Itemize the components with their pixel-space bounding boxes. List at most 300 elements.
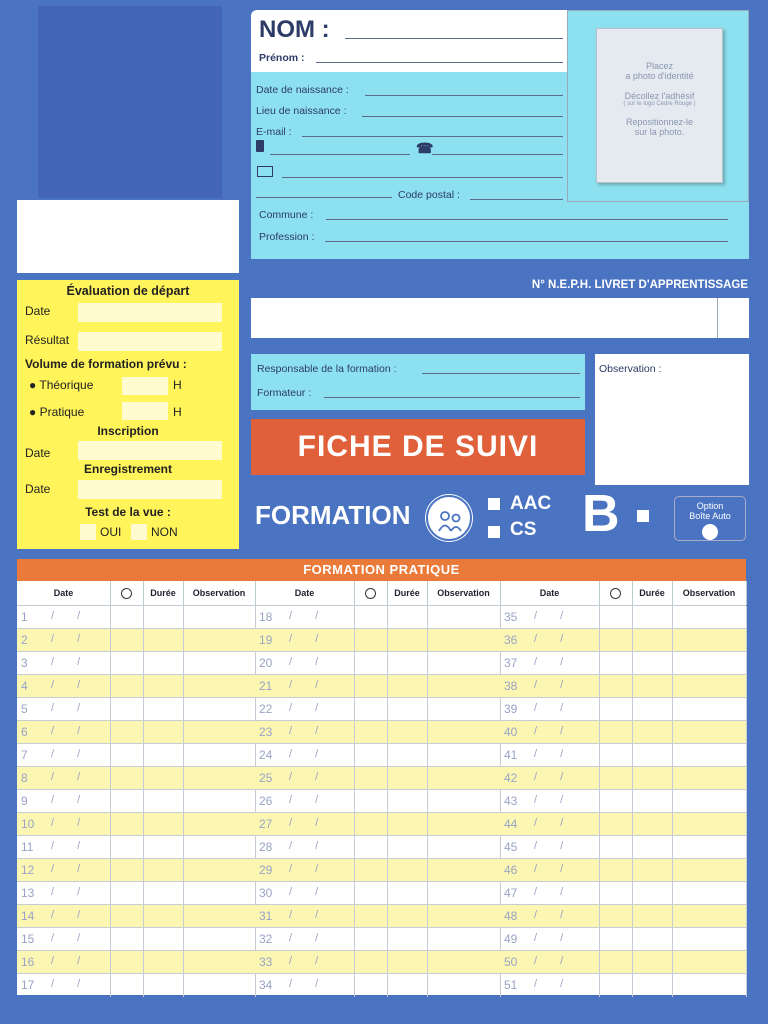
date-cell[interactable] [17,836,111,859]
duree-cell[interactable] [143,859,184,882]
date-cell[interactable] [17,721,111,744]
time-cell[interactable] [354,652,388,675]
clock-icon [610,588,621,599]
time-cell[interactable] [110,767,144,790]
table-row[interactable] [255,743,500,767]
table-row[interactable] [255,720,500,744]
duree-cell[interactable] [143,951,184,974]
vue-oui-label: OUI [100,525,122,539]
time-cell[interactable] [354,698,388,721]
date-cell[interactable] [17,859,111,882]
duree-cell[interactable] [387,606,428,629]
profession-line[interactable] [325,241,728,242]
time-cell[interactable] [110,882,144,905]
time-cell[interactable] [354,606,388,629]
time-cell[interactable] [599,744,633,767]
date-separators: / / [289,863,329,875]
code-postal-line[interactable] [470,199,563,200]
date-cell[interactable] [500,744,600,767]
date-cell[interactable] [17,698,111,721]
observation-cell[interactable] [427,698,501,721]
observation-cell[interactable] [672,767,747,790]
table-row[interactable] [255,674,500,698]
duree-cell[interactable] [632,974,673,997]
observation-cell[interactable] [672,675,747,698]
time-cell[interactable] [110,790,144,813]
time-cell[interactable] [110,698,144,721]
time-cell[interactable] [599,767,633,790]
time-cell[interactable] [354,928,388,951]
date-cell[interactable] [500,606,600,629]
time-cell[interactable] [599,629,633,652]
time-cell[interactable] [599,882,633,905]
row-number: 38 [504,679,518,693]
eval-date-field[interactable] [78,303,222,322]
table-row[interactable] [17,858,255,882]
observation-cell[interactable] [183,721,256,744]
date-cell[interactable] [17,744,111,767]
observation-cell[interactable] [183,813,256,836]
date-cell[interactable] [255,675,355,698]
observation-cell[interactable] [672,790,747,813]
date-cell[interactable] [255,882,355,905]
observation-cell[interactable] [183,698,256,721]
table-row[interactable] [17,674,255,698]
observation-cell[interactable] [427,606,501,629]
date-cell[interactable] [500,629,600,652]
date-cell[interactable] [500,928,600,951]
time-cell[interactable] [110,744,144,767]
option-toggle[interactable] [702,524,718,540]
observation-cell[interactable] [427,790,501,813]
duree-cell[interactable] [632,905,673,928]
table-row[interactable] [255,812,500,836]
observation-cell[interactable] [183,767,256,790]
date-cell[interactable] [255,698,355,721]
duree-cell[interactable] [387,675,428,698]
observation-cell[interactable] [427,882,501,905]
date-cell[interactable] [500,652,600,675]
vue-non-label: NON [151,525,178,539]
date-cell[interactable] [500,951,600,974]
observation-cell[interactable] [672,905,747,928]
table-row[interactable] [17,950,255,974]
row-number: 51 [504,978,518,992]
time-cell[interactable] [599,836,633,859]
table-row[interactable] [17,927,255,951]
table-row[interactable] [500,605,746,629]
date-cell[interactable] [17,652,111,675]
date-cell[interactable] [255,721,355,744]
observation-cell[interactable] [183,652,256,675]
duree-cell[interactable] [143,767,184,790]
prenom-line[interactable] [316,62,563,63]
observation-cell[interactable] [672,882,747,905]
duree-cell[interactable] [143,675,184,698]
duree-cell[interactable] [143,629,184,652]
table-row[interactable] [255,766,500,790]
naissance-lieu-line[interactable] [362,116,563,117]
time-cell[interactable] [599,928,633,951]
table-row[interactable] [500,881,746,905]
inscription-date-field[interactable] [78,441,222,460]
time-cell[interactable] [599,675,633,698]
observation-cell[interactable] [183,675,256,698]
observation-cell[interactable] [183,974,256,997]
time-cell[interactable] [110,813,144,836]
date-cell[interactable] [17,767,111,790]
time-cell[interactable] [599,652,633,675]
date-cell[interactable] [255,951,355,974]
observation-cell[interactable] [672,928,747,951]
duree-cell[interactable] [143,905,184,928]
duree-cell[interactable] [143,790,184,813]
observation-cell[interactable] [427,744,501,767]
row-number: 32 [259,932,273,946]
commune-line[interactable] [326,219,728,220]
time-cell[interactable] [110,606,144,629]
date-cell[interactable] [17,882,111,905]
time-cell[interactable] [110,928,144,951]
observation-cell[interactable] [183,951,256,974]
eval-resultat-field[interactable] [78,332,222,351]
duree-cell[interactable] [143,652,184,675]
date-cell[interactable] [255,629,355,652]
observation-cell[interactable] [427,813,501,836]
duree-cell[interactable] [143,744,184,767]
observation-cell[interactable] [672,698,747,721]
nom-line[interactable] [345,38,563,39]
time-cell[interactable] [599,951,633,974]
table-row[interactable] [17,720,255,744]
time-cell[interactable] [110,675,144,698]
date-cell[interactable] [500,675,600,698]
date-cell[interactable] [17,905,111,928]
inscription-title: Inscription [97,424,159,438]
date-cell[interactable] [500,790,600,813]
vue-oui-checkbox[interactable] [80,524,96,540]
date-cell[interactable] [255,928,355,951]
duree-cell[interactable] [632,951,673,974]
row-number: 34 [259,978,273,992]
time-cell[interactable] [354,974,388,997]
date-cell[interactable] [500,698,600,721]
neph-cell [517,298,552,338]
observation-cell[interactable] [672,859,747,882]
table-row[interactable] [17,628,255,652]
time-cell[interactable] [599,698,633,721]
date-cell[interactable] [255,836,355,859]
observation-cell[interactable] [183,836,256,859]
observation-cell[interactable] [427,675,501,698]
table-row[interactable] [500,973,746,997]
naissance-date-line[interactable] [365,95,563,96]
date-cell[interactable] [17,813,111,836]
row-number: 31 [259,909,273,923]
date-separators: / / [289,702,329,714]
duree-cell[interactable] [143,882,184,905]
time-cell[interactable] [599,790,633,813]
time-cell[interactable] [110,974,144,997]
table-row[interactable] [500,674,746,698]
table-row[interactable] [255,697,500,721]
observation-cell[interactable] [672,629,747,652]
table-row[interactable] [500,697,746,721]
date-cell[interactable] [255,790,355,813]
date-cell[interactable] [500,767,600,790]
duree-cell[interactable] [387,652,428,675]
observation-cell[interactable] [427,859,501,882]
date-cell[interactable] [255,905,355,928]
clock-col-header [110,581,144,605]
observation-cell[interactable] [427,928,501,951]
time-cell[interactable] [354,629,388,652]
landline-phone-line[interactable] [432,154,563,155]
option-boite-auto[interactable] [674,496,746,541]
duree-cell[interactable] [387,882,428,905]
table-row[interactable] [500,628,746,652]
date-cell[interactable] [500,882,600,905]
table-row[interactable] [17,651,255,675]
time-cell[interactable] [354,882,388,905]
observation-cell[interactable] [427,974,501,997]
duree-cell[interactable] [387,629,428,652]
theorique-hours-field[interactable] [122,377,168,395]
duree-cell[interactable] [387,974,428,997]
date-cell[interactable] [255,974,355,997]
table-row[interactable] [255,904,500,928]
time-cell[interactable] [599,859,633,882]
time-cell[interactable] [599,813,633,836]
table-row[interactable] [255,628,500,652]
time-cell[interactable] [110,905,144,928]
formateur-line[interactable] [324,397,580,398]
date-cell[interactable] [17,790,111,813]
time-cell[interactable] [354,951,388,974]
observation-cell[interactable] [427,836,501,859]
photo-placeholder[interactable] [596,28,723,183]
date-cell[interactable] [255,606,355,629]
table-row[interactable] [500,858,746,882]
date-cell[interactable] [17,928,111,951]
table-row[interactable] [500,927,746,951]
table-row[interactable] [255,927,500,951]
observation-cell[interactable] [427,721,501,744]
duree-cell[interactable] [143,721,184,744]
duree-cell[interactable] [632,675,673,698]
time-cell[interactable] [110,652,144,675]
observation-cell[interactable] [427,629,501,652]
time-cell[interactable] [354,790,388,813]
time-cell[interactable] [110,629,144,652]
date-cell[interactable] [500,721,600,744]
duree-cell[interactable] [387,836,428,859]
time-cell[interactable] [599,905,633,928]
table-row[interactable] [17,789,255,813]
duree-cell[interactable] [632,744,673,767]
duree-cell[interactable] [632,928,673,951]
date-cell[interactable] [500,836,600,859]
time-cell[interactable] [354,836,388,859]
table-row[interactable] [500,904,746,928]
duree-cell[interactable] [632,698,673,721]
cs-checkbox[interactable] [488,526,500,538]
date-separators: / / [289,955,329,967]
address-line-1[interactable] [282,177,563,178]
date-cell[interactable] [500,813,600,836]
date-cell[interactable] [500,974,600,997]
time-cell[interactable] [354,859,388,882]
date-cell[interactable] [255,652,355,675]
mobile-phone-line[interactable] [270,154,410,155]
observation-cell[interactable] [672,721,747,744]
date-cell[interactable] [255,767,355,790]
pratique-hours-field[interactable] [122,402,168,420]
table-row[interactable] [500,950,746,974]
time-cell[interactable] [110,721,144,744]
responsable-line[interactable] [422,373,580,374]
date-cell[interactable] [17,629,111,652]
duree-cell[interactable] [632,606,673,629]
table-row[interactable] [500,766,746,790]
table-row[interactable] [500,812,746,836]
duree-cell[interactable] [143,974,184,997]
observation-cell[interactable] [672,606,747,629]
date-cell[interactable] [17,675,111,698]
observation-cell[interactable] [672,951,747,974]
duree-cell[interactable] [632,859,673,882]
time-cell[interactable] [110,859,144,882]
table-row[interactable] [255,950,500,974]
time-cell[interactable] [354,675,388,698]
observation-cell[interactable] [427,951,501,974]
table-row[interactable] [255,973,500,997]
nom-label: NOM : [259,16,330,43]
duree-cell[interactable] [143,606,184,629]
duree-cell[interactable] [143,813,184,836]
permis-checkbox[interactable] [637,510,649,522]
duree-cell[interactable] [387,813,428,836]
observation-cell[interactable] [672,652,747,675]
duree-cell[interactable] [387,951,428,974]
time-cell[interactable] [110,836,144,859]
time-cell[interactable] [354,905,388,928]
table-row[interactable] [500,720,746,744]
duree-cell[interactable] [387,859,428,882]
table-row[interactable] [17,835,255,859]
time-cell[interactable] [354,813,388,836]
email-line[interactable] [302,136,563,137]
table-row[interactable] [17,904,255,928]
table-row[interactable] [17,812,255,836]
time-cell[interactable] [599,606,633,629]
observation-cell[interactable] [183,882,256,905]
duree-cell[interactable] [387,698,428,721]
observation-cell[interactable] [183,606,256,629]
time-cell[interactable] [599,974,633,997]
time-cell[interactable] [354,744,388,767]
enregistrement-date-field[interactable] [78,480,222,499]
time-cell[interactable] [354,721,388,744]
date-cell[interactable] [255,859,355,882]
date-cell[interactable] [255,744,355,767]
observation-cell[interactable] [183,905,256,928]
vue-non-checkbox[interactable] [131,524,147,540]
duree-cell[interactable] [387,928,428,951]
address-line-2[interactable] [256,197,392,198]
duree-cell[interactable] [387,790,428,813]
duree-cell[interactable] [387,905,428,928]
time-cell[interactable] [354,767,388,790]
duree-cell[interactable] [387,744,428,767]
duree-cell[interactable] [632,721,673,744]
observation-cell[interactable] [672,974,747,997]
table-row[interactable] [17,881,255,905]
observation-cell[interactable] [672,836,747,859]
observation-cell[interactable] [427,905,501,928]
table-row[interactable] [17,743,255,767]
duree-cell[interactable] [632,652,673,675]
table-row[interactable] [255,605,500,629]
table-row[interactable] [255,835,500,859]
table-row[interactable] [17,973,255,997]
duree-cell[interactable] [387,721,428,744]
observation-cell[interactable] [672,744,747,767]
table-row[interactable] [17,697,255,721]
table-row[interactable] [255,651,500,675]
observation-cell[interactable] [672,813,747,836]
time-cell[interactable] [599,721,633,744]
table-row[interactable] [17,766,255,790]
table-row[interactable] [500,835,746,859]
duree-cell[interactable] [632,767,673,790]
date-cell[interactable] [17,606,111,629]
duree-cell[interactable] [632,882,673,905]
date-cell[interactable] [17,951,111,974]
duree-cell[interactable] [143,928,184,951]
duree-cell[interactable] [632,790,673,813]
aac-checkbox[interactable] [488,498,500,510]
observation-cell[interactable] [427,652,501,675]
table-row[interactable] [500,743,746,767]
date-cell[interactable] [255,813,355,836]
observation-cell[interactable] [183,859,256,882]
table-row[interactable] [500,651,746,675]
table-row[interactable] [17,605,255,629]
table-row[interactable] [500,789,746,813]
observation-cell[interactable] [183,790,256,813]
observation-cell[interactable] [183,928,256,951]
date-separators: / / [51,702,91,714]
time-cell[interactable] [110,951,144,974]
duree-cell[interactable] [632,629,673,652]
duree-cell[interactable] [387,767,428,790]
observation-cell[interactable] [427,767,501,790]
date-cell[interactable] [17,974,111,997]
observation-cell[interactable] [183,629,256,652]
landline-phone-icon: ☎ [416,140,434,156]
duree-cell[interactable] [632,836,673,859]
table-row[interactable] [255,858,500,882]
date-cell[interactable] [500,905,600,928]
duree-cell[interactable] [143,836,184,859]
observation-cell[interactable] [183,744,256,767]
duree-cell[interactable] [632,813,673,836]
date-cell[interactable] [500,859,600,882]
table-row[interactable] [255,789,500,813]
table-row[interactable] [255,881,500,905]
duree-cell[interactable] [143,698,184,721]
